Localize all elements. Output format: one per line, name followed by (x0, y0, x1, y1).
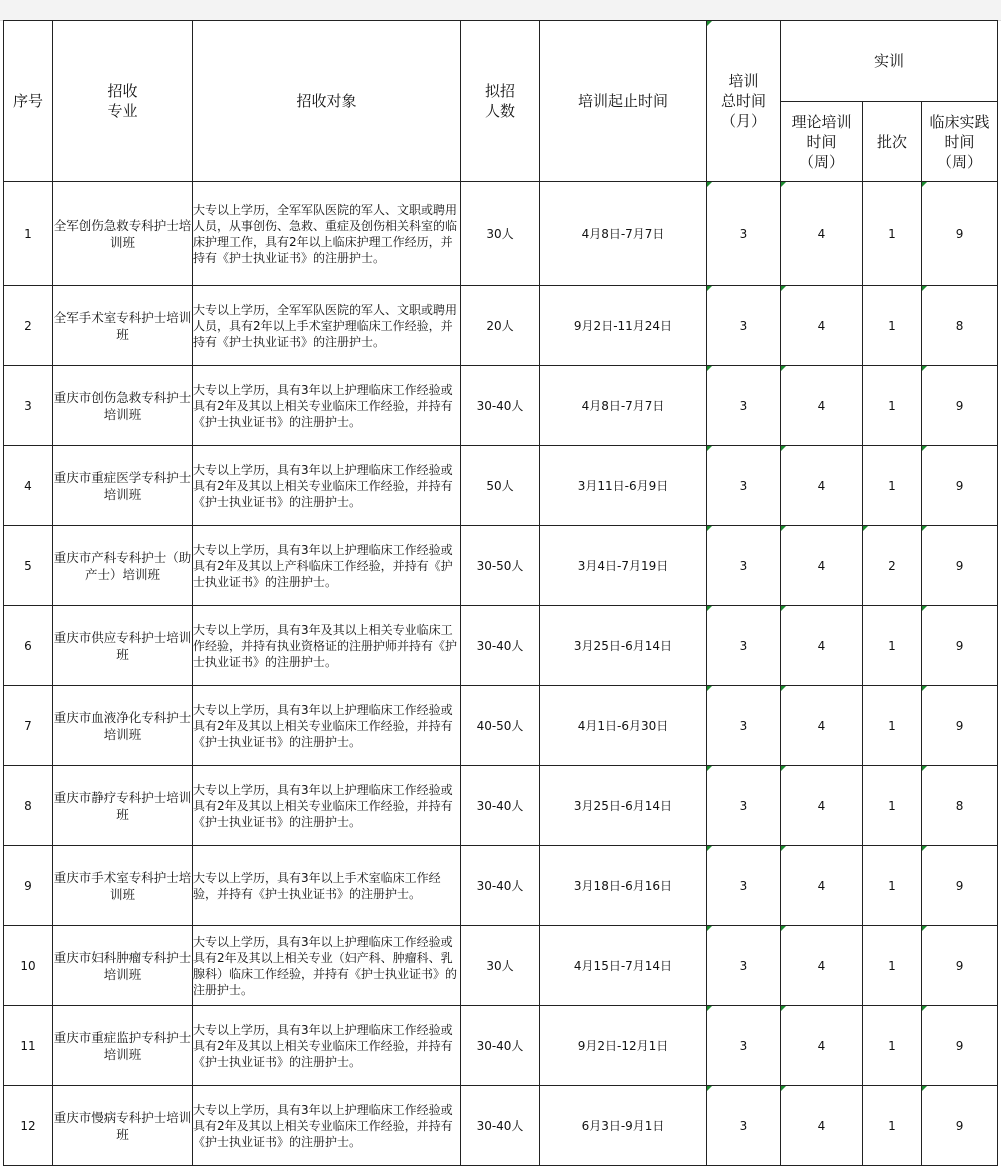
table-row (4, 446, 998, 526)
row-batch: 2 (863, 526, 922, 606)
row-theory: 4 (781, 846, 863, 926)
header-theory-weeks: 理论培训 时间 （周） (781, 102, 863, 182)
table-row (4, 1006, 998, 1086)
row-class-name: 重庆市创伤急救专科护士培训班 (53, 366, 193, 446)
row-clinical: 9 (922, 1006, 998, 1086)
row-batch: 1 (863, 1086, 922, 1166)
table-row (4, 182, 998, 286)
row-count: 30-40人 (461, 1006, 540, 1086)
table-row (4, 686, 998, 766)
row-theory: 4 (781, 366, 863, 446)
table-row (4, 1086, 998, 1166)
row-total: 3 (707, 926, 781, 1006)
row-count: 30-50人 (461, 526, 540, 606)
row-number: 4 (4, 446, 53, 526)
row-target: 大专以上学历，全军军队医院的军人、文职或聘用人员，具有2年以上手术室护理临床工作经验，并持有《护士执业证书》的注册护士。 (193, 286, 461, 366)
row-total: 3 (707, 766, 781, 846)
row-target: 大专以上学历，具有3年以上护理临床工作经验或具有2年及其以上相关专业临床工作经验，并持有《护士执业证书》的注册护士。 (193, 1006, 461, 1086)
row-period: 9月2日-11月24日 (540, 286, 707, 366)
header-target: 招收对象 (193, 21, 461, 182)
row-count: 30人 (461, 182, 540, 286)
header-clinical-weeks: 临床实践 时间 （周） (922, 102, 998, 182)
row-theory: 4 (781, 526, 863, 606)
row-number: 3 (4, 366, 53, 446)
header-seq: 序号 (4, 21, 53, 182)
row-number: 7 (4, 686, 53, 766)
row-total: 3 (707, 526, 781, 606)
row-target: 大专以上学历，具有3年以上护理临床工作经验或具有2年及其以上相关专业临床工作经验，并持有《护士执业证书》的注册护士。 (193, 686, 461, 766)
row-period: 3月25日-6月14日 (540, 606, 707, 686)
row-clinical: 9 (922, 366, 998, 446)
table-row (4, 846, 998, 926)
row-number: 11 (4, 1006, 53, 1086)
row-target: 大专以上学历，具有3年以上手术室临床工作经验，并持有《护士执业证书》的注册护士。 (193, 846, 461, 926)
table-row (4, 366, 998, 446)
row-theory: 4 (781, 1086, 863, 1166)
row-clinical: 9 (922, 1086, 998, 1166)
row-count: 20人 (461, 286, 540, 366)
training-plan-table (3, 20, 998, 1166)
row-number: 1 (4, 182, 53, 286)
table-row (4, 766, 998, 846)
row-clinical: 9 (922, 446, 998, 526)
header-total-months: 培训 总时间 （月） (707, 21, 781, 182)
row-total: 3 (707, 182, 781, 286)
row-theory: 4 (781, 686, 863, 766)
row-class-name: 重庆市手术室专科护士培训班 (53, 846, 193, 926)
row-total: 3 (707, 846, 781, 926)
row-target: 大专以上学历，全军军队医院的军人、文职或聘用人员，从事创伤、急救、重症及创伤相关科室的临床护理工作，具有2年以上临床护理工作经历，并持有《护士执业证书》的注册护士。 (193, 182, 461, 286)
row-period: 3月11日-6月9日 (540, 446, 707, 526)
row-class-name: 重庆市妇科肿瘤专科护士培训班 (53, 926, 193, 1006)
row-number: 6 (4, 606, 53, 686)
table-row (4, 526, 998, 606)
row-clinical: 9 (922, 526, 998, 606)
row-class-name: 重庆市重症医学专科护士培训班 (53, 446, 193, 526)
row-period: 4月15日-7月14日 (540, 926, 707, 1006)
row-count: 30-40人 (461, 1086, 540, 1166)
row-clinical: 9 (922, 846, 998, 926)
header-practice: 实训 (781, 21, 998, 102)
row-batch: 1 (863, 366, 922, 446)
row-period: 4月1日-6月30日 (540, 686, 707, 766)
row-period: 3月25日-6月14日 (540, 766, 707, 846)
row-theory: 4 (781, 926, 863, 1006)
row-total: 3 (707, 1006, 781, 1086)
row-count: 30-40人 (461, 846, 540, 926)
row-count: 50人 (461, 446, 540, 526)
row-target: 大专以上学历，具有3年以上护理临床工作经验或具有2年及其以上相关专业临床工作经验，并持有《护士执业证书》的注册护士。 (193, 366, 461, 446)
row-theory: 4 (781, 766, 863, 846)
row-count: 30-40人 (461, 606, 540, 686)
row-total: 3 (707, 686, 781, 766)
row-class-name: 重庆市供应专科护士培训班 (53, 606, 193, 686)
row-batch: 1 (863, 846, 922, 926)
row-number: 10 (4, 926, 53, 1006)
row-period: 9月2日-12月1日 (540, 1006, 707, 1086)
row-total: 3 (707, 366, 781, 446)
row-batch: 1 (863, 182, 922, 286)
header-period: 培训起止时间 (540, 21, 707, 182)
row-period: 4月8日-7月7日 (540, 182, 707, 286)
row-total: 3 (707, 606, 781, 686)
row-class-name: 重庆市血液净化专科护士培训班 (53, 686, 193, 766)
row-clinical: 9 (922, 926, 998, 1006)
row-period: 4月8日-7月7日 (540, 366, 707, 446)
row-class-name: 重庆市慢病专科护士培训班 (53, 1086, 193, 1166)
row-class-name: 重庆市产科专科护士（助产士）培训班 (53, 526, 193, 606)
row-class-name: 重庆市静疗专科护士培训班 (53, 766, 193, 846)
row-total: 3 (707, 1086, 781, 1166)
row-number: 2 (4, 286, 53, 366)
row-target: 大专以上学历，具有3年以上护理临床工作经验或具有2年及其以上相关专业临床工作经验，并持有《护士执业证书》的注册护士。 (193, 766, 461, 846)
row-clinical: 9 (922, 182, 998, 286)
row-target: 大专以上学历，具有3年及其以上相关专业临床工作经验，并持有执业资格证的注册护师并持有《护士执业证书》的注册护士。 (193, 606, 461, 686)
row-class-name: 全军创伤急救专科护士培训班 (53, 182, 193, 286)
header-batch: 批次 (863, 102, 922, 182)
row-theory: 4 (781, 182, 863, 286)
row-clinical: 8 (922, 286, 998, 366)
row-theory: 4 (781, 1006, 863, 1086)
row-batch: 1 (863, 766, 922, 846)
table-row (4, 926, 998, 1006)
row-target: 大专以上学历，具有3年以上护理临床工作经验或具有2年及其以上相关专业（妇产科、肿瘤科、乳腺科）临床工作经验，并持有《护士执业证书》的注册护士。 (193, 926, 461, 1006)
row-target: 大专以上学历，具有3年以上护理临床工作经验或具有2年及其以上产科临床工作经验，并持有《护士执业证书》的注册护士。 (193, 526, 461, 606)
row-theory: 4 (781, 286, 863, 366)
row-number: 8 (4, 766, 53, 846)
row-theory: 4 (781, 446, 863, 526)
row-batch: 1 (863, 286, 922, 366)
row-period: 3月18日-6月16日 (540, 846, 707, 926)
row-class-name: 重庆市重症监护专科护士培训班 (53, 1006, 193, 1086)
row-target: 大专以上学历，具有3年以上护理临床工作经验或具有2年及其以上相关专业临床工作经验，并持有《护士执业证书》的注册护士。 (193, 1086, 461, 1166)
sheet-top-strip (0, 0, 1001, 21)
row-period: 6月3日-9月1日 (540, 1086, 707, 1166)
row-class-name: 全军手术室专科护士培训班 (53, 286, 193, 366)
row-number: 9 (4, 846, 53, 926)
row-clinical: 9 (922, 686, 998, 766)
row-count: 40-50人 (461, 686, 540, 766)
row-total: 3 (707, 286, 781, 366)
row-total: 3 (707, 446, 781, 526)
row-target: 大专以上学历，具有3年以上护理临床工作经验或具有2年及其以上相关专业临床工作经验，并持有《护士执业证书》的注册护士。 (193, 446, 461, 526)
header-major: 招收 专业 (53, 21, 193, 182)
row-count: 30人 (461, 926, 540, 1006)
row-number: 5 (4, 526, 53, 606)
header-count: 拟招 人数 (461, 21, 540, 182)
table-row (4, 286, 998, 366)
row-batch: 1 (863, 606, 922, 686)
row-batch: 1 (863, 446, 922, 526)
row-clinical: 8 (922, 766, 998, 846)
row-batch: 1 (863, 926, 922, 1006)
row-count: 30-40人 (461, 766, 540, 846)
row-batch: 1 (863, 1006, 922, 1086)
row-batch: 1 (863, 686, 922, 766)
row-number: 12 (4, 1086, 53, 1166)
row-theory: 4 (781, 606, 863, 686)
row-period: 3月4日-7月19日 (540, 526, 707, 606)
table-row (4, 606, 998, 686)
row-clinical: 9 (922, 606, 998, 686)
row-count: 30-40人 (461, 366, 540, 446)
